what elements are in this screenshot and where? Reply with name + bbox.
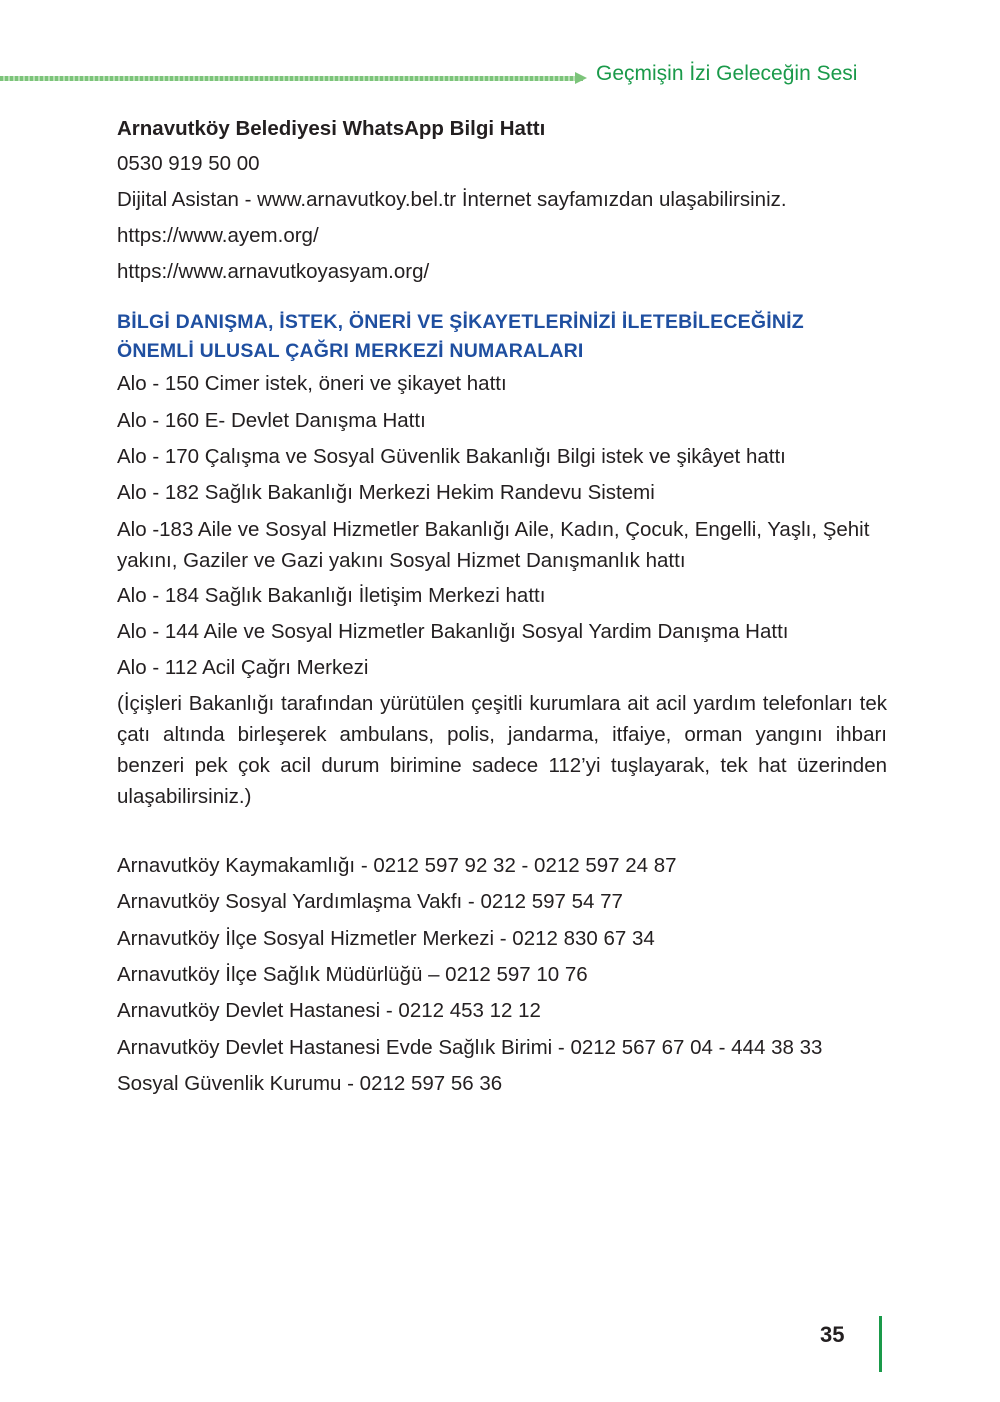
hotline-item: Alo - 150 Cimer istek, öneri ve şikayet hattı	[117, 372, 507, 395]
hotline-item: Alo - 160 E- Devlet Danışma Hattı	[117, 409, 426, 432]
page-number-bar	[879, 1316, 882, 1372]
hotline-item: Alo - 182 Sağlık Bakanlığı Merkezi Hekim Randevu Sistemi	[117, 481, 655, 504]
link-arnavutkoyasyam[interactable]: https://www.arnavutkoyasyam.org/	[117, 260, 430, 283]
hotline-item: Alo - 184 Sağlık Bakanlığı İletişim Merkezi hattı	[117, 584, 546, 607]
emergency-note: (İçişleri Bakanlığı tarafından yürütülen çeşitli kurumlara ait acil yardım telefonları tek çatı altında birleşerek ambulans, polis, jandarma, itfaiye, orman yangını ihbarı benzeri pek çok acil durum birimine sadece 112’yi tuşlayarak, tek hat üzerinden ulaşabilirsiniz.)	[117, 692, 887, 808]
header-rule-arrow	[575, 72, 587, 84]
hotline-item: Alo - 170 Çalışma ve Sosyal Güvenlik Bakanlığı Bilgi istek ve şikâyet hattı	[117, 445, 786, 468]
local-contact-item: Arnavutköy Devlet Hastanesi Evde Sağlık Birimi - 0212 567 67 04 - 444 38 33	[117, 1036, 823, 1059]
hotline-item: Alo -183 Aile ve Sosyal Hizmetler Bakanlığı Aile, Kadın, Çocuk, Engelli, Yaşlı, Şehit yakını, Gaziler ve Gazi yakını Sosyal Hizmet Danışmanlık hattı	[117, 518, 870, 572]
hotline-item: Alo - 112 Acil Çağrı Merkezi	[117, 656, 369, 679]
section-heading-line2: ÖNEMLİ ULUSAL ÇAĞRI MERKEZİ NUMARALARI	[117, 340, 584, 362]
link-ayem[interactable]: https://www.ayem.org/	[117, 224, 319, 247]
local-contact-item: Arnavutköy Sosyal Yardımlaşma Vakfı - 0212 597 54 77	[117, 890, 623, 913]
hotline-item: Alo - 144 Aile ve Sosyal Hizmetler Bakanlığı Sosyal Yardim Danışma Hattı	[117, 620, 789, 643]
whatsapp-title: Arnavutköy Belediyesi WhatsApp Bilgi Hattı	[117, 117, 546, 140]
header-decorative-rule	[0, 76, 583, 81]
local-contact-item: Arnavutköy İlçe Sağlık Müdürlüğü – 0212 597 10 76	[117, 963, 588, 986]
local-contact-item: Arnavutköy İlçe Sosyal Hizmetler Merkezi - 0212 830 67 34	[117, 927, 655, 950]
local-contact-item: Arnavutköy Devlet Hastanesi - 0212 453 12 12	[117, 999, 541, 1022]
whatsapp-phone: 0530 919 50 00	[117, 152, 260, 175]
digital-assistant-line: Dijital Asistan - www.arnavutkoy.bel.tr İnternet sayfamızdan ulaşabilirsiniz.	[117, 188, 787, 211]
page-number: 35	[820, 1322, 845, 1347]
section-heading-line1: BİLGİ DANIŞMA, İSTEK, ÖNERİ VE ŞİKAYETLERİNİZİ İLETEBİLECEĞİNİZ	[117, 311, 804, 333]
local-contact-item: Sosyal Güvenlik Kurumu - 0212 597 56 36	[117, 1072, 503, 1095]
local-contact-item: Arnavutköy Kaymakamlığı - 0212 597 92 32 - 0212 597 24 87	[117, 854, 677, 877]
running-title: Geçmişin İzi Geleceğin Sesi	[596, 62, 858, 85]
